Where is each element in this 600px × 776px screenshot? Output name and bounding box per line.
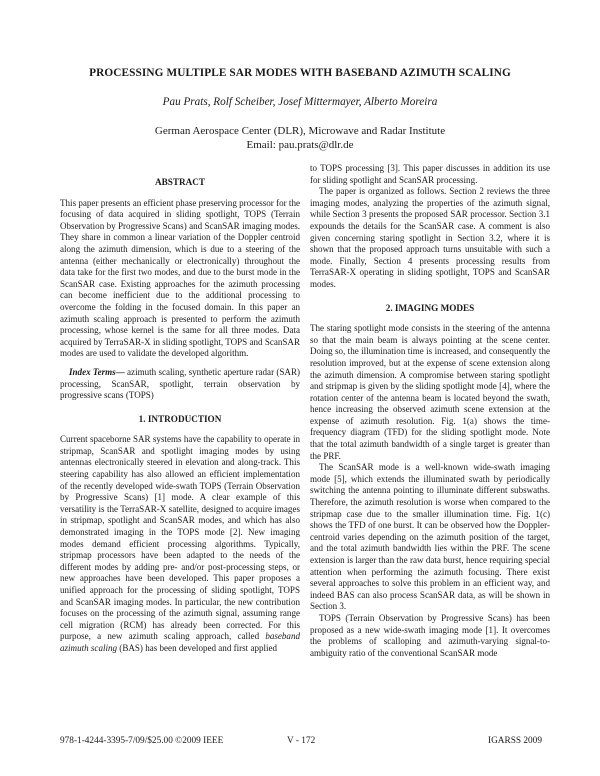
intro-heading: 1. INTRODUCTION	[138, 413, 222, 424]
organization-paragraph: The paper is organized as follows. Section 2 reviews the three imaging modes, analyzing the properties of the azimuth signal, while Section 3 presents the proposed SAR processor. Section 3.1 expounds the details for the ScanSAR case. A comment is also given concerning staring spotlight in Section 3.2, where it is shown that the proposed approach turns unsuitable with such a mode. Finally, Section 4 presents processing results from TerraSAR-X operating in sliding spotlight, TOPS and ScanSAR modes.	[310, 186, 550, 289]
footer-page-number: V - 172	[287, 736, 316, 746]
intro-continued: to TOPS processing [3]. This paper discusses in addition its use for sliding spotlight and ScanSAR processing.	[310, 163, 550, 185]
right-column	[310, 163, 550, 659]
email: Email: pau.prats@dlr.de	[246, 139, 354, 151]
tops-paragraph: TOPS (Terrain Observation by Progressive Scans) has been proposed as a new wide-swath imaging mode [1]. It overcomes the problems of scalloping and azimuth-varying signal-to-ambiguity ratio of the conventional ScanSAR mode	[310, 612, 550, 658]
affiliation-block	[0, 124, 600, 152]
imaging-modes-heading: 2. IMAGING MODES	[385, 302, 475, 313]
index-terms-label: Index Terms—	[69, 366, 125, 377]
footer-isbn: 978-1-4244-3395-7/09/$25.00 ©2009 IEEE	[60, 736, 224, 746]
paper-title: PROCESSING MULTIPLE SAR MODES WITH BASEBAND AZIMUTH SCALING	[89, 67, 511, 79]
spotlight-paragraph: The staring spotlight mode consists in the steering of the antenna so that the main beam is always pointing at the scene center. Doing so, the illumination time is increased, and consequently the resolution improved, but at the expense of scene extension along the azimuth dimension. A compromise between staring spotlight and stripmap is given by the sliding spotlight mode [4], where the rotation center of the antenna beam is located beyond the swath, hence increasing the observed azimuth scene extension at the expense of azimuth resolution. Fig. 1(a) shows the time-frequency diagram (TFD) for the sliding spotlight mode. Note that the total azimuth bandwidth of a single target is greater than the PRF.	[310, 323, 550, 461]
author-list: Pau Prats, Rolf Scheiber, Josef Mittermayer, Alberto Moreira	[162, 96, 438, 108]
affiliation: German Aerospace Center (DLR), Microwave and Radar Institute	[154, 125, 446, 137]
index-terms	[60, 367, 300, 402]
intro-text-a: Current spaceborne SAR systems have the capability to operate in stripmap, ScanSAR and spotlight imaging modes by using antennas electronically steered in elevation and along-track. This steering capability has also allowed an efficient implementation of the recently developed wide-swath TOPS (Terrain Observation by Progressive Scans) [1] mode. A clear example of this versatility is the TerraSAR-X satellite, designed to acquire images in stripmap, spotlight and ScanSAR modes, and which has also demonstrated imaging in the TOPS mode [2]. New imaging modes demand efficient processing algorithms. Typically, stripmap processors have been adapted to the needs of the different modes by adding pre- and/or post-processing steps, or new approaches have been developed. This paper proposes a unified approach for the processing of sliding spotlight, TOPS and ScanSAR imaging modes. In particular, the new contribution focuses on the processing of the azimuth signal, assuming range cell migration (RCM) has already been corrected. For this purpose, a new azimuth scaling approach, called	[60, 434, 300, 642]
intro-text-b: (BAS) has been developed and first applied	[117, 642, 278, 653]
footer-conference: IGARSS 2009	[488, 736, 542, 746]
bas-term: baseband azimuth scaling	[60, 631, 300, 653]
index-terms-text: azimuth scaling, synthetic aperture radar (SAR) processing, ScanSAR, spotlight, terrain observation by progressive scans (TOPS)	[60, 366, 300, 401]
scansar-paragraph: The ScanSAR mode is a well-known wide-swath imaging mode [5], which extends the illuminated swath by periodically switching the antenna pointing to illuminate different subswaths. Therefore, the azimuth resolution is worse when compared to the stripmap case due to the smaller illumination time. Fig. 1(c) shows the TFD of one burst. It can be observed how the Doppler-centroid varies depending on the azimuth position of the target, and the total azimuth bandwidth lies within the PRF. The scene extension is larger than the raw data burst, hence requiring special attention when performing the azimuth focusing. There exist several approaches to solve this problem in an efficient way, and indeed BAS can also process ScanSAR data, as will be shown in Section 3.	[310, 462, 550, 612]
abstract-text: This paper presents an efficient phase preserving processor for the focusing of data acquired in sliding spotlight, TOPS (Terrain Observation by Progressive Scans) and ScanSAR imaging modes. They share in common a linear variation of the Doppler centroid along the azimuth dimension, which is due to a steering of the antenna (either mechanically or electronically) throughout the data take for the first two modes, and due to the burst mode in the ScanSAR case. Existing approaches for the azimuth processing can become inefficient due to the additional processing to overcome the folding in the focused domain. In this paper an azimuth scaling approach is presented to perform the azimuth processing, whose kernel is the same for all three modes. Data acquired by TerraSAR-X in sliding spotlight, TOPS and ScanSAR modes are used to validate the developed algorithm.	[60, 197, 300, 359]
left-column	[60, 177, 300, 655]
intro-text	[60, 434, 300, 654]
abstract-heading: ABSTRACT	[154, 177, 206, 187]
